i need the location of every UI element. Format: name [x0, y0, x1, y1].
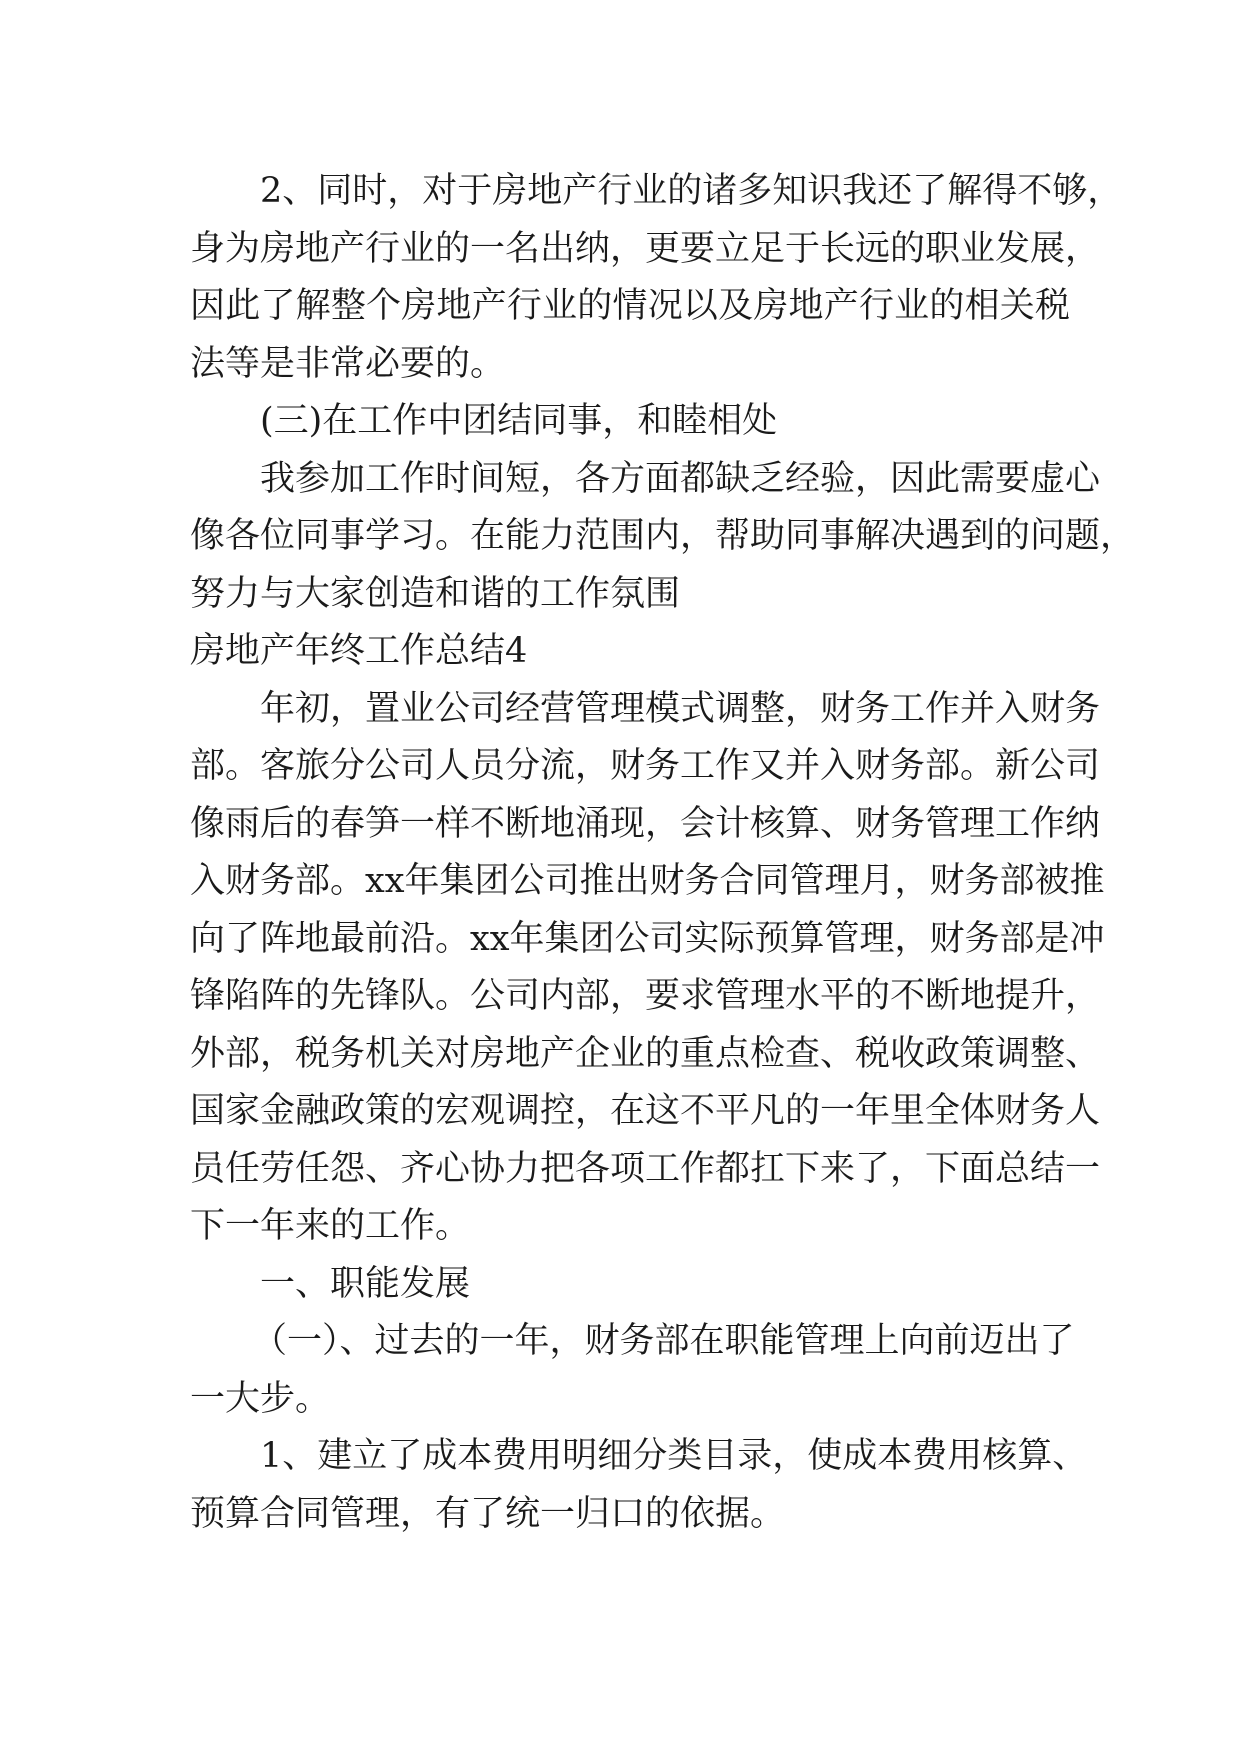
paragraph-3 [190, 451, 1136, 624]
paragraph-2-heading [190, 393, 1070, 451]
text-line: 我参加工作时间短，各方面都缺乏经验，因此需要虚心 [260, 458, 1101, 499]
text-line: 入财务部。xx年集团公司推出财务合同管理月，财务部被推 [190, 861, 1105, 901]
text-line: 一大步。 [190, 1378, 331, 1419]
text-line: 努力与大家创造和谐的工作氛围 [190, 573, 681, 614]
paragraph-1 [190, 163, 1123, 393]
paragraph-8 [190, 1428, 1088, 1543]
text-line: 部。客旅分公司人员分流，财务工作又并入财务部。新公司 [190, 746, 1101, 786]
paragraph-4-title [190, 623, 1070, 681]
text-line: 锋陷阵的先锋队。公司内部，要求管理水平的不断地提升， [190, 976, 1101, 1016]
text-line: 像各位同事学习。在能力范围内，帮助同事解决遇到的问题， [190, 516, 1136, 556]
paragraph-5 [190, 681, 1105, 1256]
text-line: 向了阵地最前沿。xx年集团公司实际预算管理，财务部是冲 [190, 918, 1105, 959]
text-line: 外部，税务机关对房地产企业的重点检查、税收政策调整、 [190, 1033, 1101, 1074]
section-heading: 一、职能发展 [260, 1263, 471, 1304]
paragraph-6-heading [190, 1256, 1070, 1314]
text-line: 身为房地产行业的一名出纳，更要立足于长远的职业发展， [190, 228, 1101, 269]
text-line: 2、同时，对于房地产行业的诸多知识我还了解得不够， [260, 171, 1123, 211]
section-heading: (三)在工作中团结同事，和睦相处 [260, 401, 778, 441]
document-page [190, 163, 1136, 1543]
paragraph-7 [190, 1313, 1075, 1428]
text-line: 因此了解整个房地产行业的情况以及房地产行业的相关税 [190, 286, 1070, 326]
text-line: 下一年来的工作。 [190, 1206, 471, 1246]
text-line: 预算合同管理，有了统一归口的依据。 [190, 1493, 786, 1534]
text-line: 国家金融政策的宏观调控，在这不平凡的一年里全体财务人 [190, 1091, 1101, 1131]
document-title: 房地产年终工作总结4 [190, 631, 528, 671]
text-line: 像雨后的春笋一样不断地涌现，会计核算、财务管理工作纳 [190, 803, 1101, 844]
text-line: 员任劳任怨、齐心协力把各项工作都扛下来了，下面总结一 [190, 1148, 1101, 1189]
text-line: 1、建立了成本费用明细分类目录，使成本费用核算、 [260, 1436, 1088, 1476]
text-line: （一）、过去的一年，财务部在职能管理上向前迈出了 [252, 1321, 1075, 1361]
text-line: 法等是非常必要的。 [190, 343, 506, 384]
text-line: 年初，置业公司经营管理模式调整，财务工作并入财务 [260, 688, 1101, 729]
